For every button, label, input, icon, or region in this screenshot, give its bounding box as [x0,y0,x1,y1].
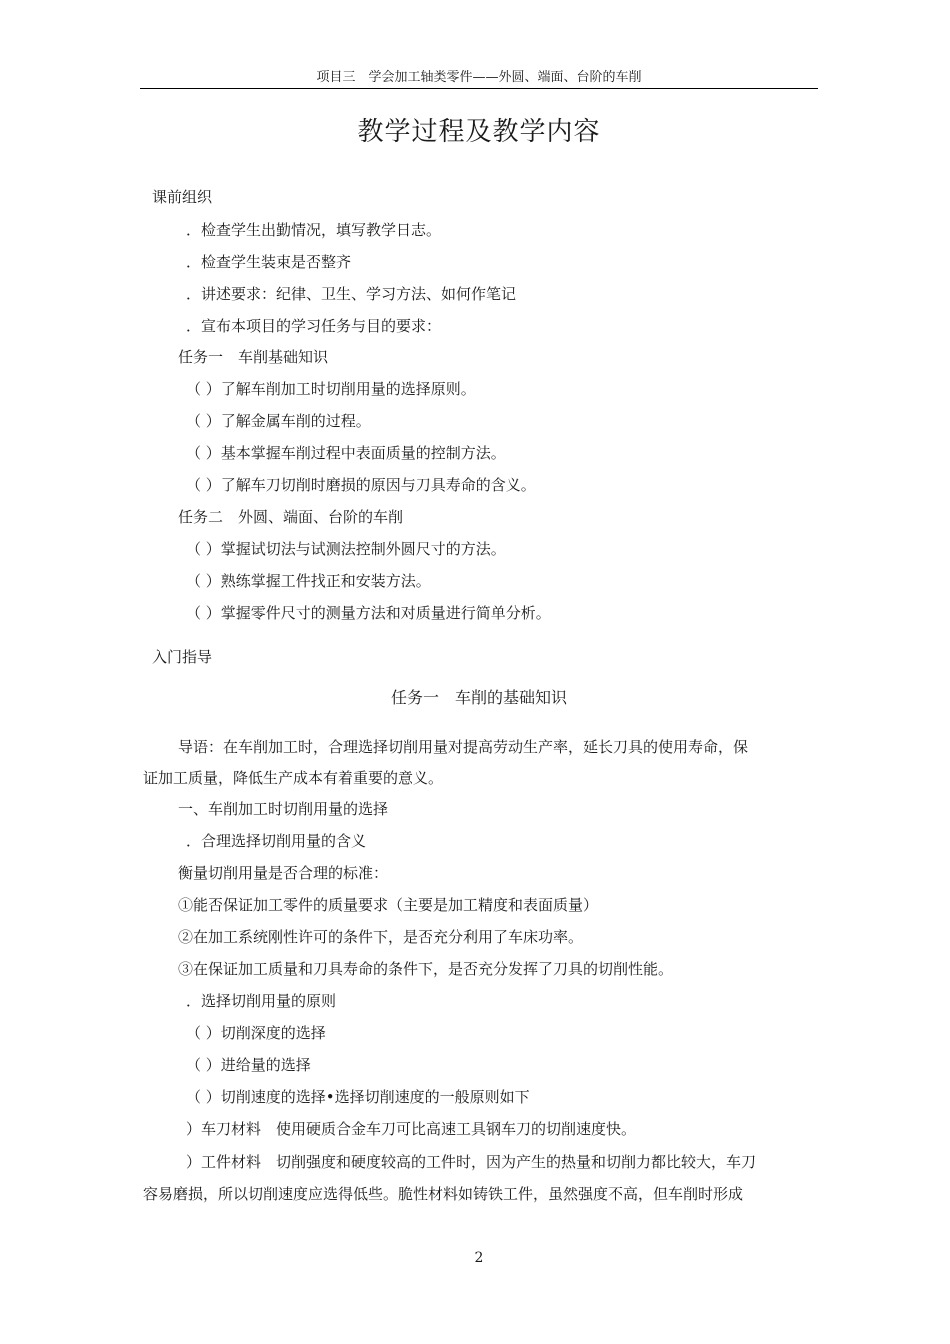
list-item: （ ）基本掌握车削过程中表面质量的控制方法。 [186,444,506,462]
criteria-item: ③在保证加工质量和刀具寿命的条件下，是否充分发挥了刀具的切削性能。 [178,960,674,978]
principle-item: （ ）切削速度的选择•选择切削速度的一般原则如下 [186,1088,530,1106]
lead-paragraph-line-1: 导语：在车削加工时，合理选择切削用量对提高劳动生产率，延长刀具的使用寿命，保 [178,738,749,756]
paragraph-workpiece-line-2: 容易磨损，所以切削速度应选得低些。脆性材料如铸铁工件，虽然强度不高，但车削时形成 [143,1185,744,1203]
list-item: （ ）了解车削加工时切削用量的选择原则。 [186,380,476,398]
paragraph-workpiece-line-1: ）工件材料 切削强度和硬度较高的工件时，因为产生的热量和切削力都比较大，车刀 [186,1153,757,1171]
list-item: （ ）掌握试切法与试测法控制外圆尺寸的方法。 [186,540,506,558]
task1-title: 任务一 车削的基础知识 [390,688,567,707]
page-title: 教学过程及教学内容 [357,117,601,147]
header-rule [140,88,818,89]
task2-goals-heading: 任务二 外圆、端面、台阶的车削 [178,508,404,526]
section-heading: 一、车削加工时切削用量的选择 [178,800,389,818]
task1-goals-heading: 任务一 车削基础知识 [178,348,329,366]
list-item: ．检查学生装束是否整齐 [186,253,352,271]
principle-item: （ ）进给量的选择 [186,1056,311,1074]
subsection-heading: ．选择切削用量的原则 [186,992,337,1010]
page-number: 2 [474,1250,484,1266]
criteria-item: ①能否保证加工零件的质量要求（主要是加工精度和表面质量） [178,896,599,914]
criteria-heading: 衡量切削用量是否合理的标准： [178,864,389,882]
subsection-heading: ．合理选择切削用量的含义 [186,832,367,850]
paragraph-tool-material: ）车刀材料 使用硬质合金车刀可比高速工具钢车刀的切削速度快。 [186,1120,637,1138]
list-item: ．检查学生出勤情况，填写教学日志。 [186,221,442,239]
list-item: （ ）了解车刀切削时磨损的原因与刀具寿命的含义。 [186,476,536,494]
running-header: 项目三 学会加工轴类零件——外圆、端面、台阶的车削 [316,70,642,85]
principle-item: （ ）切削深度的选择 [186,1024,326,1042]
criteria-item: ②在加工系统刚性许可的条件下，是否充分利用了车床功率。 [178,928,584,946]
intro-heading: 入门指导 [152,648,213,666]
list-item: （ ）掌握零件尺寸的测量方法和对质量进行简单分析。 [186,604,551,622]
list-item: ．讲述要求：纪律、卫生、学习方法、如何作笔记 [186,285,517,303]
list-item: ．宣布本项目的学习任务与目的要求： [186,317,442,335]
list-item: （ ）了解金属车削的过程。 [186,412,371,430]
lead-paragraph-line-2: 证加工质量，降低生产成本有着重要的意义。 [143,769,444,787]
section-heading-pre-class: 课前组织 [152,188,213,206]
list-item: （ ）熟练掌握工件找正和安装方法。 [186,572,431,590]
